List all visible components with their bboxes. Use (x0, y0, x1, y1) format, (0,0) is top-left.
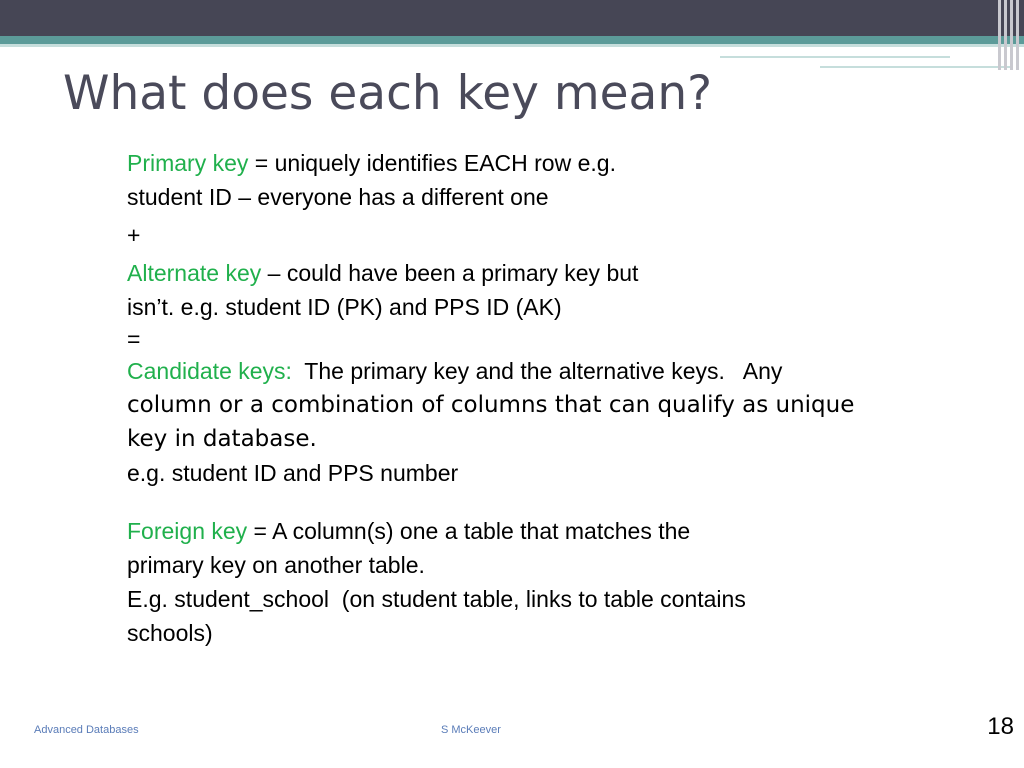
candidate-keys-text: The primary key and the alternative keys. Any (291, 358, 783, 384)
primary-key-text: = uniquely identifies EACH row e.g. (248, 150, 616, 176)
candidate-keys-line1 (127, 354, 957, 388)
alternate-key-text: – could have been a primary key but (261, 260, 639, 286)
page-number: 18 (987, 713, 1014, 740)
foreign-key-example-cont: schools) (127, 620, 213, 646)
primary-key-line1 (127, 146, 957, 180)
decorative-line (820, 66, 1010, 68)
foreign-key-line2: primary key on another table. (127, 552, 425, 578)
candidate-keys-term: Candidate keys: (127, 358, 292, 384)
equals-sign: = (127, 326, 141, 352)
slide-body (127, 146, 957, 650)
alternate-key-line1 (127, 256, 957, 290)
header-bar (0, 0, 1024, 36)
footer-course: Advanced Databases (34, 724, 139, 736)
footer-author: S McKeever (441, 724, 501, 736)
primary-key-term: Primary key (127, 150, 249, 176)
candidate-keys-example: e.g. student ID and PPS number (127, 460, 459, 486)
header-accent-bar (0, 36, 1024, 44)
candidate-keys-line3: key in database. (127, 426, 317, 452)
alternate-key-line2: isn’t. e.g. student ID (PK) and PPS ID (AK) (127, 294, 562, 320)
primary-key-line2: student ID – everyone has a different one (127, 184, 549, 210)
decorative-line (720, 56, 950, 58)
candidate-keys-line2: column or a combination of columns that can qualify as unique (127, 392, 855, 418)
slide-title: What does each key mean? (63, 66, 713, 121)
header-light-line (0, 44, 1024, 47)
plus-sign: + (127, 222, 141, 248)
foreign-key-term: Foreign key (127, 518, 248, 544)
foreign-key-line1 (127, 514, 957, 548)
foreign-key-example: E.g. student_school (on student table, links to table contains (127, 586, 746, 612)
alternate-key-term: Alternate key (127, 260, 262, 286)
header-stripes (994, 0, 1024, 70)
foreign-key-text: = A column(s) one a table that matches the (247, 518, 691, 544)
